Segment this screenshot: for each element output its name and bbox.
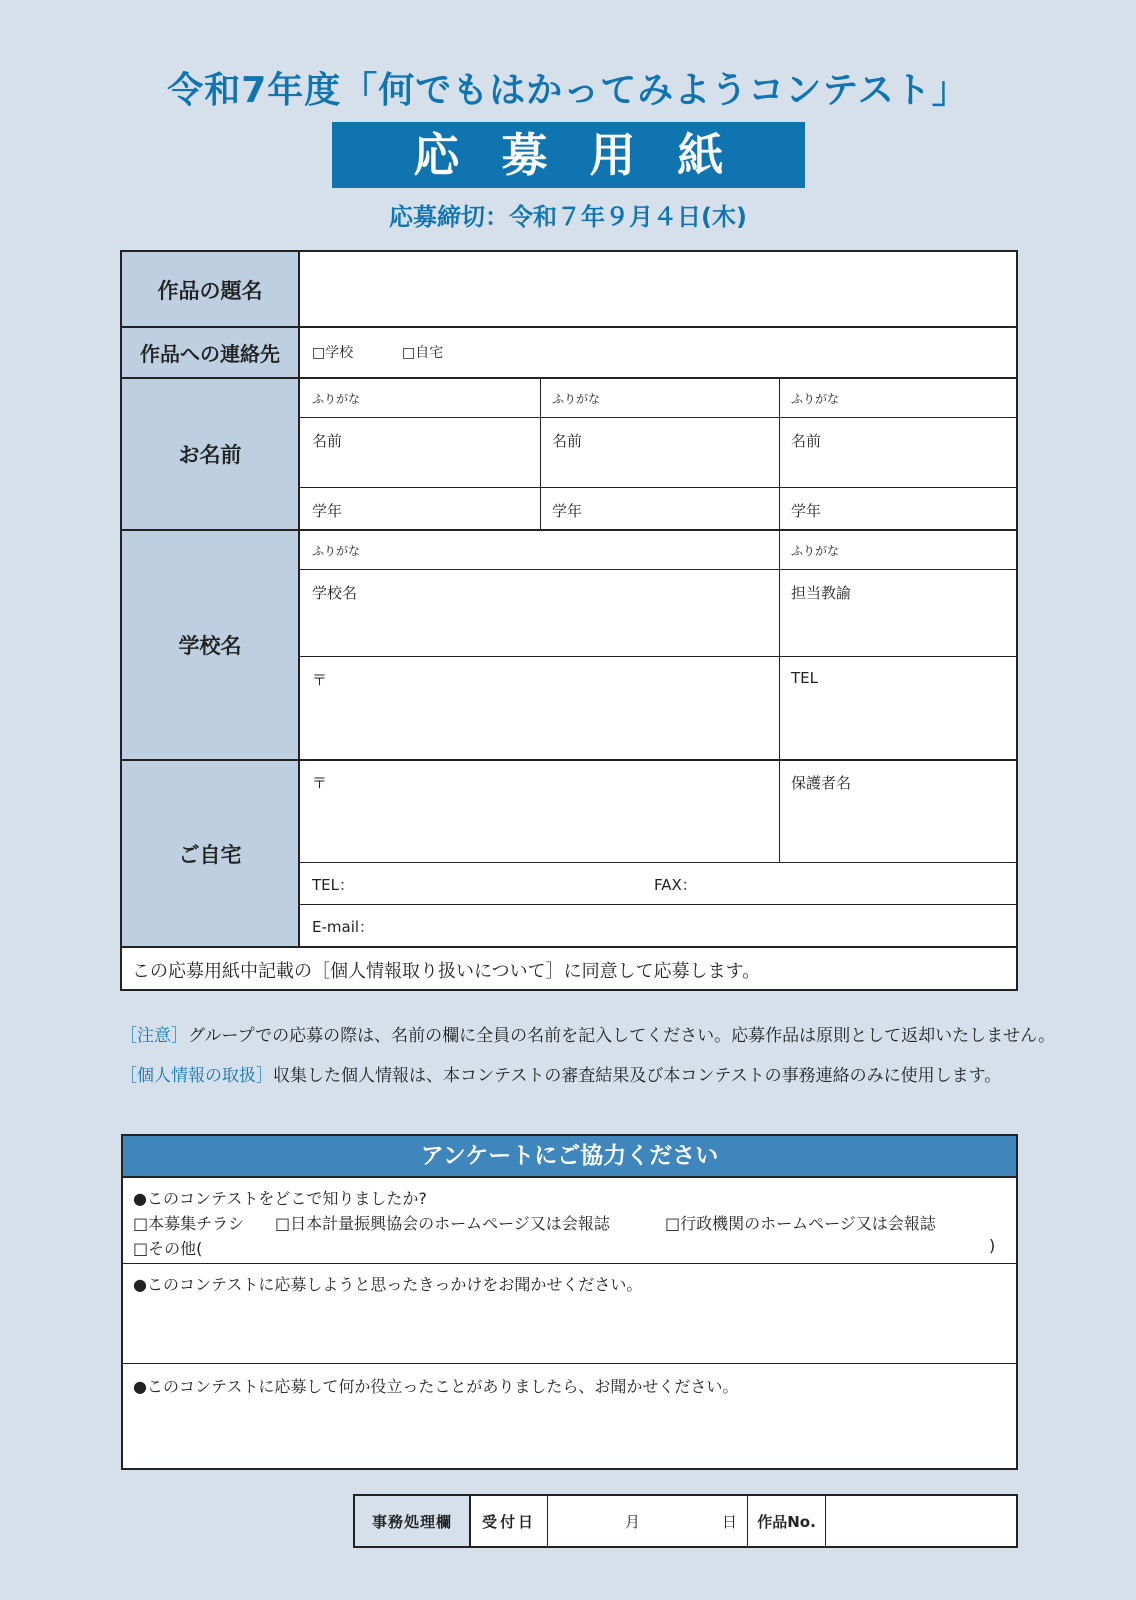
home-email-field[interactable]: E-mail： xyxy=(312,918,375,936)
survey-q1-other-close: ) xyxy=(989,1236,996,1255)
survey-q1-option-government[interactable]: □行政機関のホームページ又は会報誌 xyxy=(665,1214,936,1233)
survey-q1-option-flyer[interactable]: □本募集チラシ xyxy=(133,1214,245,1233)
furigana-label-1: ふりがな xyxy=(312,392,361,406)
grade-field-1[interactable]: 学年 xyxy=(312,502,343,520)
school-tel-field[interactable]: TEL xyxy=(791,669,818,687)
furigana-school: ふりがな xyxy=(312,544,361,558)
label-school: 学校名 xyxy=(122,530,300,760)
survey-q3-input[interactable] xyxy=(123,1398,1016,1468)
office-work-no-input[interactable] xyxy=(826,1496,1016,1546)
caution-text: グループでの応募の際は、名前の欄に全員の名前を記入してください。応募作品は原則として返却いたしません。 xyxy=(188,1026,1056,1046)
home-fax-field[interactable]: FAX： xyxy=(654,876,697,894)
name-field-3[interactable]: 名前 xyxy=(791,432,822,450)
contact-school-checkbox[interactable]: □学校 xyxy=(312,345,354,361)
name-field-1[interactable]: 名前 xyxy=(312,432,343,450)
contact-home-checkbox[interactable]: □自宅 xyxy=(402,345,444,361)
label-title: 作品の題名 xyxy=(122,252,300,327)
application-form xyxy=(120,250,1018,991)
survey-q1: ●このコンテストをどこで知りましたか? xyxy=(133,1189,427,1208)
label-name: お名前 xyxy=(122,378,300,530)
school-postal-field[interactable]: 〒 xyxy=(312,671,328,689)
office-label: 事務処理欄 xyxy=(355,1496,471,1546)
grade-field-3[interactable]: 学年 xyxy=(791,502,822,520)
office-received-label: 受付日 xyxy=(471,1496,548,1546)
deadline: 応募締切：令和７年９月４日(木) xyxy=(389,203,747,231)
survey-q3: ●このコンテストに応募して何か役立ったことがありましたら、お聞かせください。 xyxy=(133,1377,739,1396)
survey-q2-input[interactable] xyxy=(123,1296,1016,1362)
office-work-no-label: 作品No. xyxy=(748,1496,826,1546)
furigana-label-2: ふりがな xyxy=(552,392,601,406)
survey-q1-option-other[interactable]: □その他( xyxy=(133,1239,203,1258)
caution-tag: ［注意］ xyxy=(120,1026,188,1046)
caution-note xyxy=(120,1021,1055,1046)
name-field-2[interactable]: 名前 xyxy=(552,432,583,450)
survey xyxy=(121,1134,1018,1470)
form-banner: 応募用紙 xyxy=(332,122,805,188)
office-use-box xyxy=(353,1494,1018,1548)
survey-q1-option-association[interactable]: □日本計量振興協会のホームページ又は会報誌 xyxy=(275,1214,610,1233)
title-input[interactable] xyxy=(302,252,1016,326)
grade-field-2[interactable]: 学年 xyxy=(552,502,583,520)
privacy-tag: ［個人情報の取扱］ xyxy=(120,1066,273,1086)
label-home: ご自宅 xyxy=(122,760,300,947)
page-title: 令和7年度「何でもはかってみようコンテスト」 xyxy=(167,70,969,111)
label-contact: 作品への連絡先 xyxy=(122,327,300,378)
privacy-text: 収集した個人情報は、本コンテストの審査結果及び本コンテストの事務連絡のみに使用します。 xyxy=(273,1066,1002,1086)
office-month: 月 xyxy=(624,1512,640,1531)
home-tel-field[interactable]: TEL： xyxy=(312,876,354,894)
survey-heading: アンケートにご協力ください xyxy=(123,1136,1016,1178)
furigana-teacher: ふりがな xyxy=(791,544,840,558)
home-postal-field[interactable]: 〒 xyxy=(312,774,328,792)
survey-q2: ●このコンテストに応募しようと思ったきっかけをお聞かせください。 xyxy=(133,1275,643,1294)
consent-text: この応募用紙中記載の［個人情報取り扱いについて］に同意して応募します。 xyxy=(132,961,761,982)
guardian-field[interactable]: 保護者名 xyxy=(791,774,852,792)
privacy-note xyxy=(120,1061,1001,1086)
teacher-field[interactable]: 担当教諭 xyxy=(791,584,852,602)
office-day: 日 xyxy=(650,1496,748,1546)
furigana-label-3: ふりがな xyxy=(791,392,840,406)
school-name-field[interactable]: 学校名 xyxy=(312,584,358,602)
